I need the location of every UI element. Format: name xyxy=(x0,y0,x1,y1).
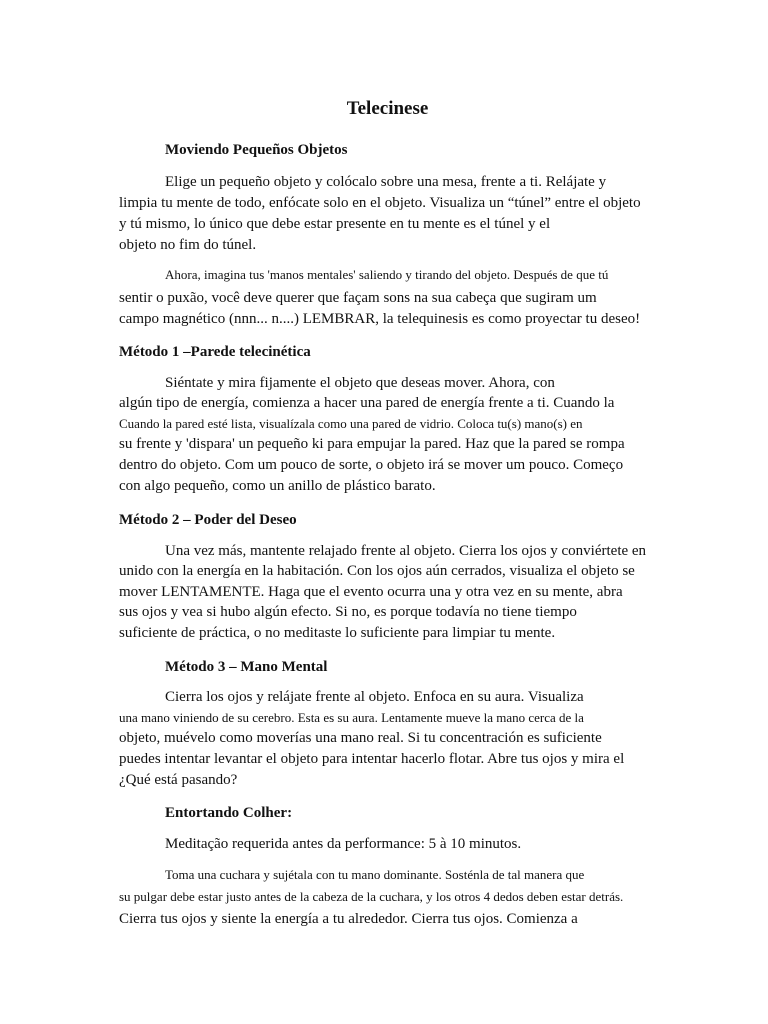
paragraph-line: con algo pequeño, como un anillo de plástico barato. xyxy=(119,478,436,494)
paragraph-line: ¿Qué está pasando? xyxy=(119,772,238,788)
paragraph-line: Elige un pequeño objeto y colócalo sobre una mesa, frente a ti. Relájate y xyxy=(165,174,607,190)
paragraph-line: objeto no fim do túnel. xyxy=(119,237,257,253)
method-3-heading: Método 3 – Mano Mental xyxy=(165,659,328,675)
paragraph-line: unido con la energía en la habitación. Con los ojos aún cerrados, visualiza el objeto se xyxy=(119,563,635,579)
method-1-heading: Método 1 –Parede telecinética xyxy=(119,344,311,360)
paragraph-line: Toma una cuchara y sujétala con tu mano dominante. Sosténla de tal manera que xyxy=(165,867,585,882)
section-heading-moving-objects: Moviendo Pequeños Objetos xyxy=(165,142,348,158)
paragraph-line: Cierra los ojos y relájate frente al objeto. Enfoca en su aura. Visualiza xyxy=(165,689,584,705)
paragraph-line: mover LENTAMENTE. Haga que el evento ocurra una y otra vez en su mente, abra xyxy=(119,584,623,600)
paragraph-line: su pulgar debe estar justo antes de la cabeza de la cuchara, y los otros 4 dedos deben estar detrás. xyxy=(119,889,624,904)
document-title: Telecinese xyxy=(346,98,429,119)
paragraph-line: campo magnético (nnn... n....) LEMBRAR, la telequinesis es como proyectar tu deseo! xyxy=(119,311,641,327)
paragraph-line: algún tipo de energía, comienza a hacer una pared de energía frente a ti. Cuando la xyxy=(119,395,615,411)
paragraph-line: objeto, muévelo como moverías una mano real. Si tu concentración es suficiente xyxy=(119,730,602,746)
paragraph-line: puedes intentar levantar el objeto para intentar hacerlo flotar. Abre tus ojos y mira el xyxy=(119,751,625,767)
paragraph-line: su frente y 'dispara' un pequeño ki para empujar la pared. Haz que la pared se rompa xyxy=(119,436,625,452)
paragraph-line: Ahora, imagina tus 'manos mentales' saliendo y tirando del objeto. Después de que tú xyxy=(165,267,609,282)
paragraph-line: dentro do objeto. Com um pouco de sorte, o objeto irá se mover um pouco. Começo xyxy=(119,457,624,473)
spoon-section-heading: Entortando Colher: xyxy=(165,805,293,821)
paragraph-line: sus ojos y vea si hubo algún efecto. Si no, es porque todavía no tiene tiempo xyxy=(119,604,577,620)
paragraph-line: limpia tu mente de todo, enfócate solo en el objeto. Visualiza un “túnel” entre el objeto xyxy=(119,195,641,211)
paragraph-line: Una vez más, mantente relajado frente al objeto. Cierra los ojos y conviértete en xyxy=(165,543,647,559)
paragraph-line: Siéntate y mira fijamente el objeto que deseas mover. Ahora, con xyxy=(165,375,555,391)
meditation-note: Meditação requerida antes da performance: 5 à 10 minutos. xyxy=(165,836,522,852)
paragraph-line: Cuando la pared esté lista, visualízala como una pared de vidrio. Coloca tu(s) mano(s) en xyxy=(119,416,583,431)
paragraph-line: sentir o puxão, você deve querer que façam sons na sua cabeça que sugiram um xyxy=(119,290,597,306)
method-2-heading: Método 2 – Poder del Deseo xyxy=(119,512,297,528)
paragraph-line: suficiente de práctica, o no meditaste lo suficiente para limpiar tu mente. xyxy=(119,625,556,641)
paragraph-line: y tú mismo, lo único que debe estar presente en tu mente es el túnel y el xyxy=(119,216,551,232)
paragraph-line: Cierra tus ojos y siente la energía a tu alrededor. Cierra tus ojos. Comienza a xyxy=(119,911,578,927)
paragraph-line: una mano viniendo de su cerebro. Esta es su aura. Lentamente mueve la mano cerca de la xyxy=(119,710,584,725)
